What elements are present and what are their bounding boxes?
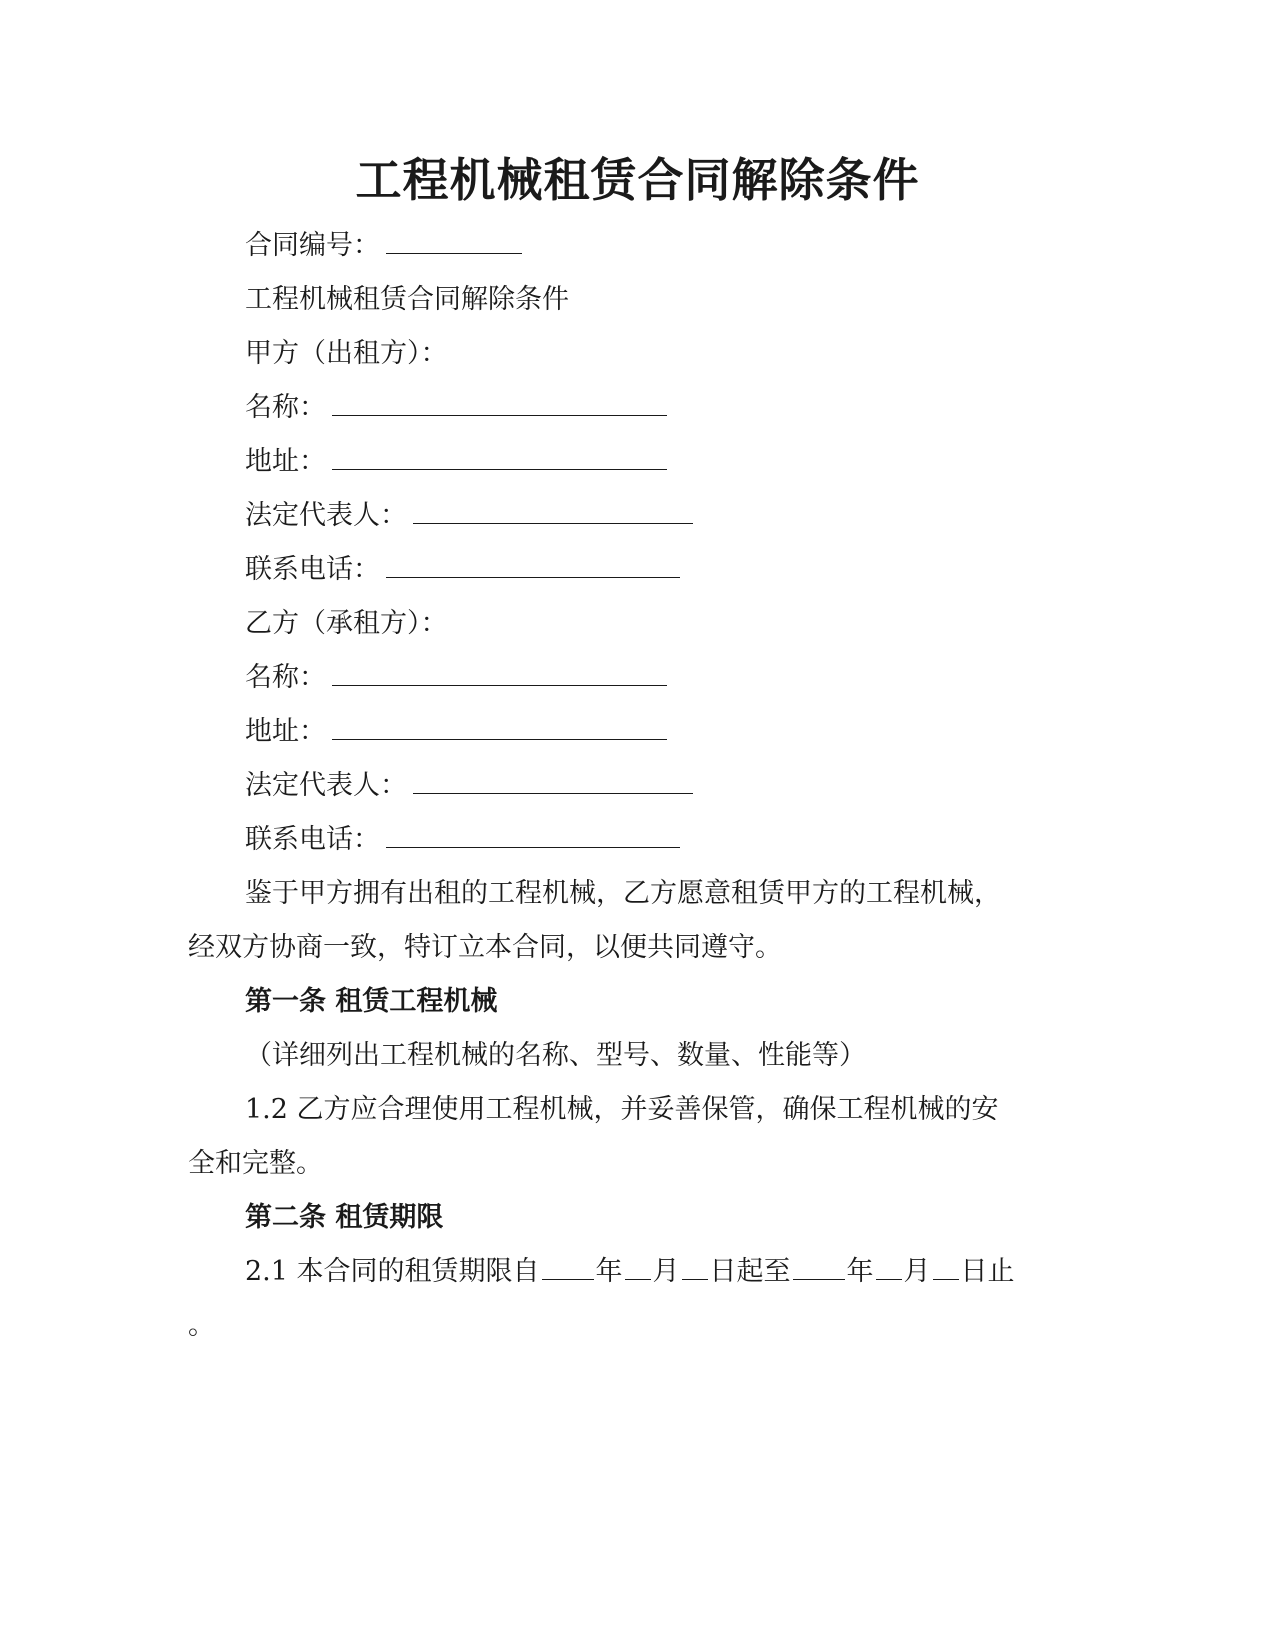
- party-b-phone-line: [245, 820, 680, 860]
- document-subtitle: 工程机械租赁合同解除条件: [245, 284, 569, 315]
- party-a-address-line: [245, 442, 667, 482]
- clause-2-1-prefix: 2.1 本合同的租赁期限自: [245, 1256, 540, 1287]
- article-1-heading: 第一条 租赁工程机械: [245, 986, 498, 1017]
- preamble-line-2: 经双方协商一致，特订立本合同，以便共同遵守。: [188, 932, 782, 963]
- party-b-address-line: [245, 712, 667, 752]
- party-b-rep-label: 法定代表人：: [245, 770, 407, 801]
- article-2-heading: 第二条 租赁期限: [245, 1202, 444, 1233]
- end-day-field[interactable]: [933, 1257, 959, 1280]
- start-month-label: 月: [652, 1256, 680, 1287]
- party-a-address-label: 地址：: [245, 446, 326, 477]
- contract-number-line: [245, 226, 522, 266]
- start-year-field[interactable]: [542, 1257, 594, 1280]
- start-year-label: 年: [595, 1256, 623, 1287]
- article-1-detail: （详细列出工程机械的名称、型号、数量、性能等）: [245, 1040, 866, 1071]
- party-b-name-field[interactable]: [332, 663, 667, 686]
- party-b-heading: 乙方（承租方）：: [245, 608, 448, 639]
- end-year-label: 年: [846, 1256, 874, 1287]
- party-a-phone-field[interactable]: [386, 555, 680, 578]
- party-b-rep-field[interactable]: [413, 771, 693, 794]
- party-a-phone-label: 联系电话：: [245, 554, 380, 585]
- end-year-field[interactable]: [793, 1257, 845, 1280]
- clause-1-2-line-2: 全和完整。: [188, 1148, 323, 1179]
- party-b-phone-label: 联系电话：: [245, 824, 380, 855]
- start-month-field[interactable]: [625, 1257, 651, 1280]
- party-a-rep-line: [245, 496, 693, 536]
- clause-2-1-line: [245, 1252, 1015, 1292]
- document-title: 工程机械租赁合同解除条件: [355, 153, 920, 207]
- party-b-address-field[interactable]: [332, 717, 667, 740]
- start-day-label: 日起至: [709, 1256, 791, 1287]
- end-month-field[interactable]: [876, 1257, 902, 1280]
- party-b-address-label: 地址：: [245, 716, 326, 747]
- party-a-rep-field[interactable]: [413, 501, 693, 524]
- start-day-field[interactable]: [682, 1257, 708, 1280]
- contract-number-field[interactable]: [386, 231, 522, 254]
- party-a-rep-label: 法定代表人：: [245, 500, 407, 531]
- party-a-name-field[interactable]: [332, 393, 667, 416]
- party-a-phone-line: [245, 550, 680, 590]
- clause-2-1-end-mark: 。: [188, 1310, 215, 1341]
- party-b-name-line: [245, 658, 667, 698]
- party-b-name-label: 名称：: [245, 662, 326, 693]
- party-b-rep-line: [245, 766, 693, 806]
- clause-1-2-line-1: 1.2 乙方应合理使用工程机械，并妥善保管，确保工程机械的安: [245, 1094, 999, 1125]
- party-a-address-field[interactable]: [332, 447, 667, 470]
- party-a-name-label: 名称：: [245, 392, 326, 423]
- party-a-heading: 甲方（出租方）：: [245, 338, 448, 369]
- end-day-label: 日止: [960, 1256, 1015, 1287]
- party-a-name-line: [245, 388, 667, 428]
- party-b-phone-field[interactable]: [386, 825, 680, 848]
- contract-number-label: 合同编号：: [245, 230, 380, 261]
- preamble-line-1: 鉴于甲方拥有出租的工程机械，乙方愿意租赁甲方的工程机械，: [245, 878, 1001, 909]
- end-month-label: 月: [903, 1256, 931, 1287]
